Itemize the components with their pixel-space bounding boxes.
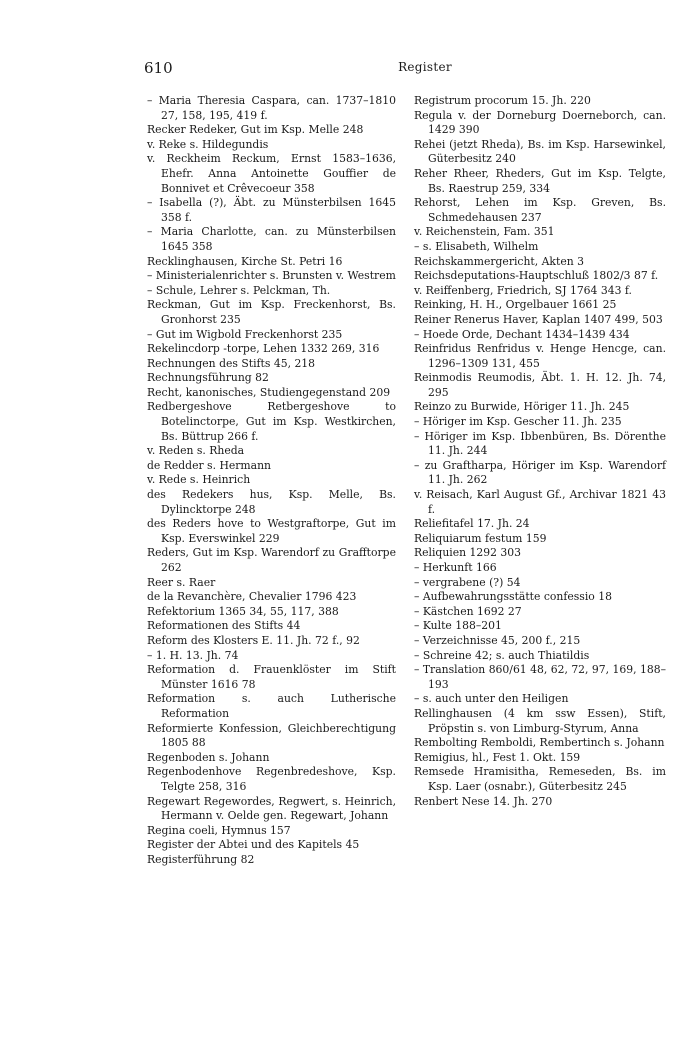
index-entry: – Höriger im Ksp. Ibbenbüren, Bs. Dörenthe 11. Jh. 244 [414, 429, 666, 458]
index-entry: Reform des Klosters E. 11. Jh. 72 f., 92 [147, 633, 360, 647]
index-entry: – Höriger im Ksp. Gescher 11. Jh. 235 [414, 415, 622, 429]
index-entry: Reliefitafel 17. Jh. 24 [414, 517, 530, 531]
index-entry: Recklinghausen, Kirche St. Petri 16 [147, 254, 343, 268]
index-entry: – Isabella (?), Äbt. zu Münsterbilsen 1645 358 f. [147, 196, 396, 224]
index-entry: v. Rede s. Heinrich [147, 473, 251, 487]
index-entry: – s. auch unter den Heiligen [414, 692, 569, 706]
index-entry: – Translation 860/61 48, 62, 72, 97, 169, 188–193 [414, 663, 666, 691]
index-entry: Remigius, hl., Fest 1. Okt. 159 [414, 750, 581, 764]
index-entry: Reinking, H. H., Orgelbauer 1661 25 [414, 298, 617, 312]
index-entry: Reliquien 1292 303 [414, 546, 522, 560]
index-entry: Rehei (jetzt Rheda), Bs. im Ksp. Harsewinkel, Güterbesitz 240 [414, 137, 666, 166]
index-entry: Registrum procorum 15. Jh. 220 [414, 94, 591, 107]
index-entry: – vergrabene (?) 54 [414, 575, 521, 589]
index-column-left [147, 94, 396, 867]
index-entry: Regewart Regewordes, Regwert, s. Heinrich, Hermann v. Oelde gen. Regewart, Johann [147, 794, 396, 823]
index-entry: Reformierte Konfession, Gleichberechtigung 1805 88 [147, 721, 396, 750]
index-entry: – Kulte 188–201 [414, 619, 502, 633]
index-entry: de Redder s. Hermann [147, 458, 272, 472]
index-entry: – Schule, Lehrer s. Pelckman, Th. [147, 283, 331, 297]
index-entry: Reinmodis Reumodis, Äbt. 1. H. 12. Jh. 74, 295 [414, 371, 666, 399]
index-entry: – Ministerialenrichter s. Brunsten v. Westrem [147, 269, 396, 283]
index-entry: v. Reckheim Reckum, Ernst 1583–1636, Ehefr. Anna Antoinette Gouffier de Bonnivet et Crêvecoeur 358 [147, 152, 396, 195]
index-entry: Recker Redeker, Gut im Ksp. Melle 248 [147, 123, 364, 137]
index-entry: Reliquiarum festum 159 [414, 531, 547, 545]
index-entry: Renbert Nese 14. Jh. 270 [414, 794, 553, 808]
index-entry: – zu Graftharpa, Höriger im Ksp. Warendorf 11. Jh. 262 [414, 458, 666, 487]
index-entry: Rechnungsführung 82 [147, 371, 269, 385]
index-entry: v. Reisach, Karl August Gf., Archivar 1821 43 f. [414, 488, 666, 516]
index-entry: Rehorst, Lehen im Ksp. Greven, Bs. Schmedehausen 237 [414, 196, 666, 224]
index-entry: – Maria Charlotte, can. zu Münsterbilsen 1645 358 [147, 225, 396, 253]
index-entry: Rechnungen des Stifts 45, 218 [147, 356, 316, 370]
index-entry: Reformation d. Frauenklöster im Stift Münster 1616 78 [147, 663, 396, 691]
index-entry: Regenboden s. Johann [147, 750, 270, 764]
index-entry: – Aufbewahrungsstätte confessio 18 [414, 590, 612, 604]
index-entry: Rekelincdorp -torpe, Lehen 1332 269, 316 [147, 342, 380, 356]
index-entry: Regula v. der Dorneburg Doerneborch, can. 1429 390 [414, 108, 666, 137]
index-entry: – Schreine 42; s. auch Thiatildis [414, 648, 590, 662]
index-entry: – 1. H. 13. Jh. 74 [147, 648, 239, 662]
index-entry: v. Reke s. Hildegundis [147, 137, 269, 151]
index-entry: des Redekers hus, Ksp. Melle, Bs. Dylincktorpe 248 [147, 488, 396, 516]
running-head: Register [398, 60, 452, 74]
index-entry: Rellinghausen (4 km ssw Essen), Stift, Pröpstin s. von Limburg-Styrum, Anna [414, 706, 666, 735]
index-entry: Reichskammergericht, Akten 3 [414, 254, 584, 268]
index-entry: Reichsdeputations-Hauptschluß 1802/3 87 f. [414, 269, 659, 283]
index-entry: Reders, Gut im Ksp. Warendorf zu Grafftorpe 262 [147, 546, 396, 574]
index-entry: – Herkunft 166 [414, 561, 497, 574]
index-entry: – Verzeichnisse 45, 200 f., 215 [414, 633, 581, 647]
index-entry: Rembolting Remboldi, Rembertinch s. Johann [414, 736, 665, 750]
index-entry: Reinzo zu Burwide, Höriger 11. Jh. 245 [414, 400, 630, 414]
index-entry: v. Reichenstein, Fam. 351 [414, 225, 555, 239]
index-entry: Reiner Renerus Haver, Kaplan 1407 499, 503 [414, 312, 663, 326]
index-entry: Reformation s. auch Lutherische Reformation [147, 692, 396, 720]
index-entry: Reinfridus Renfridus v. Henge Hencge, can. 1296–1309 131, 455 [414, 342, 666, 370]
index-entry: – s. Elisabeth, Wilhelm [414, 239, 539, 253]
index-entry: Reckman, Gut im Ksp. Freckenhorst, Bs. Gronhorst 235 [147, 298, 396, 326]
index-entry: v. Reden s. Rheda [147, 444, 245, 458]
index-column-right [414, 94, 666, 809]
index-entry: – Maria Theresia Caspara, can. 1737–1810 27, 158, 195, 419 f. [147, 94, 396, 122]
index-entry: Redbergeshove Retbergeshove to Botelinctorpe, Gut im Ksp. Westkirchen, Bs. Büttrup 266 f. [147, 400, 396, 443]
index-entry: Remsede Hramisitha, Remeseden, Bs. im Ksp. Laer (osnabr.), Güterbesitz 245 [414, 765, 666, 793]
index-entry: – Hoede Orde, Dechant 1434–1439 434 [414, 327, 630, 341]
page-number: 610 [144, 59, 173, 77]
index-entry: Recht, kanonisches, Studiengegenstand 209 [147, 385, 391, 399]
index-entry: – Kästchen 1692 27 [414, 604, 522, 618]
index-entry: Registerführung 82 [147, 852, 255, 866]
index-entry: Regina coeli, Hymnus 157 [147, 823, 291, 837]
index-entry: Reer s. Raer [147, 575, 216, 589]
index-entry: Register der Abtei und des Kapitels 45 [147, 838, 360, 852]
index-entry: Regenbodenhove Regenbredeshove, Ksp. Telgte 258, 316 [147, 765, 396, 793]
index-entry: – Gut im Wigbold Freckenhorst 235 [147, 327, 343, 341]
index-entry: Reformationen des Stifts 44 [147, 619, 301, 633]
index-entry: v. Reiffenberg, Friedrich, SJ 1764 343 f. [414, 283, 632, 297]
index-entry: Refektorium 1365 34, 55, 117, 388 [147, 604, 339, 618]
index-entry: des Reders hove to Westgraftorpe, Gut im Ksp. Everswinkel 229 [147, 517, 396, 545]
index-entry: Reher Rheer, Rheders, Gut im Ksp. Telgte, Bs. Raestrup 259, 334 [414, 166, 666, 195]
index-entry: de la Revanchère, Chevalier 1796 423 [147, 590, 357, 604]
